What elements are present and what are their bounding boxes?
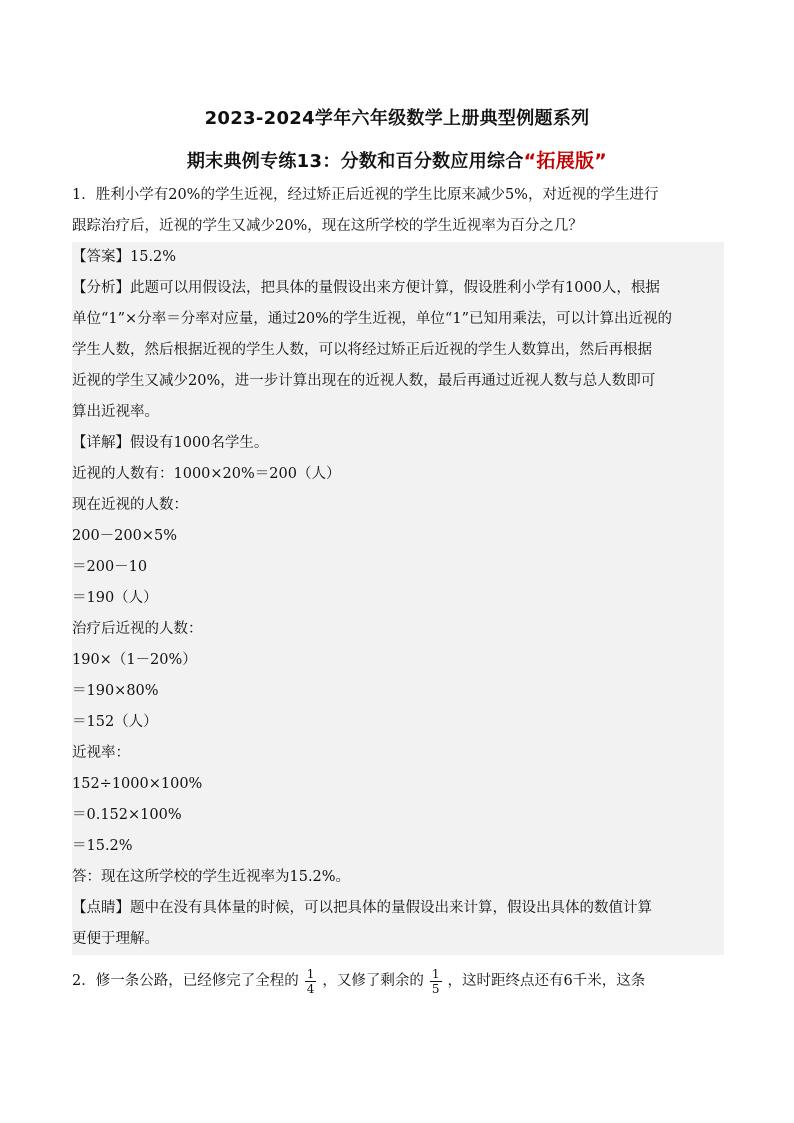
detail-line: 近视率： xyxy=(72,745,130,761)
detail-line: 近视的人数有：1000×20%＝200（人） xyxy=(72,466,341,482)
document-subtitle xyxy=(0,146,794,173)
detail-line: 152÷1000×100% xyxy=(72,776,203,792)
comment-line: 更便于理解。 xyxy=(72,931,159,947)
detail-line: 现在近视的人数： xyxy=(72,497,188,513)
detail-line: 200－200×5% xyxy=(72,528,178,544)
fraction-denominator: 4 xyxy=(306,981,315,996)
analysis-line: 单位“1”×分率＝分率对应量，通过20%的学生近视，单位“1”已知用乘法，可以计算出近视的 xyxy=(72,311,672,327)
question-1-line: 1．胜利小学有20%的学生近视，经过矫正后近视的学生比原来减少5%，对近视的学生进行 xyxy=(72,187,659,203)
detail-line: ＝200－10 xyxy=(72,559,148,575)
detail-line: 190×（1－20%） xyxy=(72,652,197,668)
conclusion-line: 答：现在这所学校的学生近视率为15.2%。 xyxy=(72,869,351,885)
analysis-line: 算出近视率。 xyxy=(72,404,159,420)
detail-line: ＝0.152×100% xyxy=(72,807,182,823)
analysis-line: 学生人数，然后根据近视的学生人数，可以将经过矫正后近视的学生人数算出，然后再根据 xyxy=(72,342,652,358)
subtitle-highlight: “拓展版” xyxy=(523,150,608,172)
answer-block xyxy=(72,242,724,955)
detail-line: 【详解】假设有1000名学生。 xyxy=(72,435,269,451)
fraction-denominator: 5 xyxy=(431,981,440,996)
subtitle-main: 期末典例专练13：分数和百分数应用综合 xyxy=(186,151,524,172)
fraction-numerator: 1 xyxy=(431,966,440,981)
document-title: 2023-2024学年六年级数学上册典型例题系列 xyxy=(204,108,590,129)
question-2-text: 2．修一条公路，已经修完了全程的 xyxy=(72,973,299,989)
detail-line: ＝190×80% xyxy=(72,683,159,699)
question-2-text: ，这时距终点还有6千米，这条 xyxy=(447,973,646,989)
question-1-line: 跟踪治疗后，近视的学生又减少20%，现在这所学校的学生近视率为百分之几？ xyxy=(72,218,583,234)
detail-line: ＝152（人） xyxy=(72,714,158,730)
analysis-line: 近视的学生又减少20%，进一步计算出现在的近视人数，最后再通过近视人数与总人数即可 xyxy=(72,373,656,389)
question-2-text: ，又修了剩余的 xyxy=(322,973,424,989)
comment-line: 【点睛】题中在没有具体量的时候，可以把具体的量假设出来计算，假设出具体的数值计算 xyxy=(72,900,652,916)
detail-line: 治疗后近视的人数： xyxy=(72,621,203,637)
answer-line: 【答案】15.2% xyxy=(72,249,177,265)
fraction-numerator: 1 xyxy=(306,966,315,981)
document-content xyxy=(72,180,724,1001)
question-2-line xyxy=(72,961,724,1001)
detail-line: ＝190（人） xyxy=(72,590,158,606)
fraction-one-quarter xyxy=(305,967,317,996)
detail-line: ＝15.2% xyxy=(72,838,133,854)
fraction-one-fifth xyxy=(430,967,442,996)
analysis-line: 【分析】此题可以用假设法，把具体的量假设出来方便计算，假设胜利小学有1000人，根据 xyxy=(72,280,660,296)
